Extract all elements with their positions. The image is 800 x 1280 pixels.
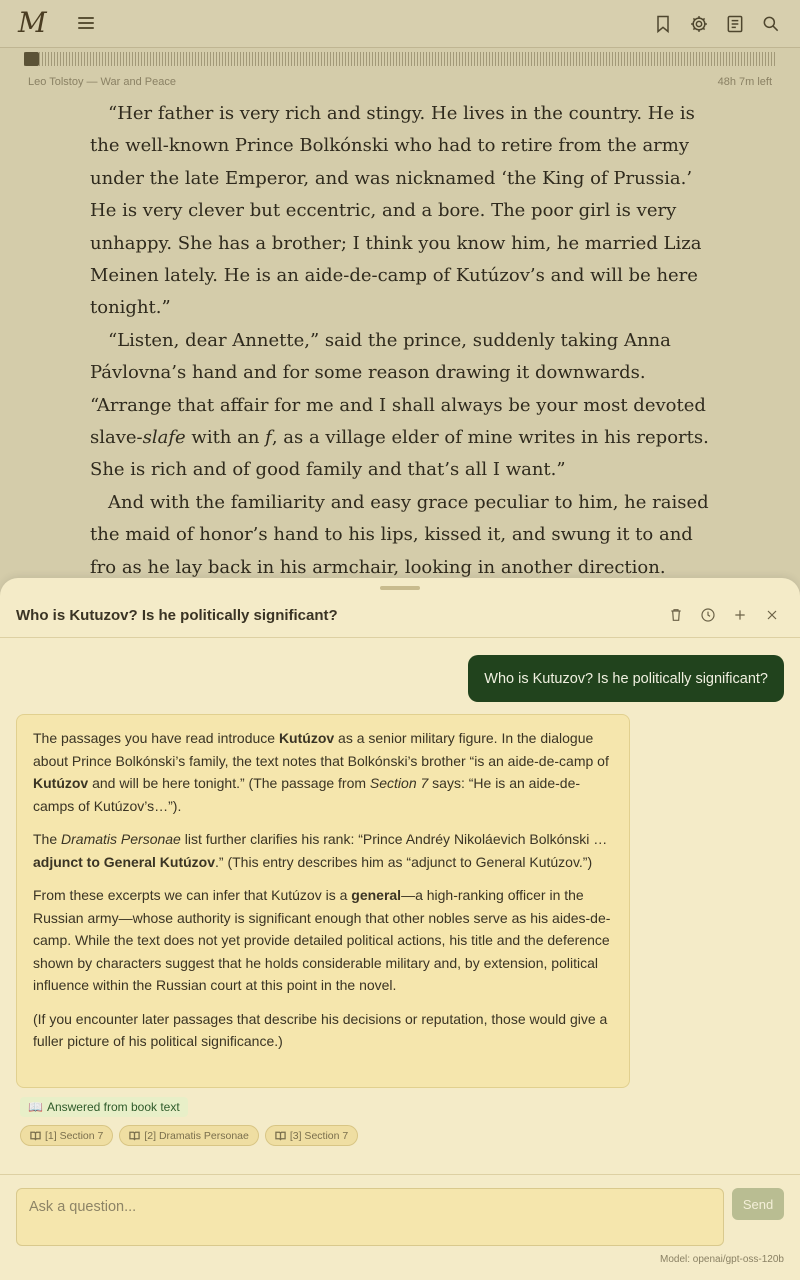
top-toolbar — [652, 12, 782, 36]
send-button[interactable]: Send — [732, 1188, 784, 1220]
progress-waveform — [24, 52, 776, 66]
source-badge — [20, 1097, 188, 1117]
chat-toolbar — [666, 605, 782, 625]
citation-chip[interactable]: [2] Dramatis Personae — [119, 1125, 258, 1146]
book-text — [90, 98, 710, 617]
search-icon[interactable] — [760, 12, 782, 36]
app-logo[interactable]: M — [18, 6, 47, 39]
top-bar — [0, 0, 800, 48]
book-label: Leo Tolstoy — War and Peace — [28, 76, 176, 88]
notes-icon[interactable] — [724, 12, 746, 36]
assistant-answer — [16, 714, 630, 1088]
book-icon — [30, 1130, 41, 1141]
gear-icon[interactable] — [688, 12, 710, 36]
history-icon[interactable] — [698, 605, 718, 625]
chat-title: Who is Kutuzov? Is he politically significant? — [16, 607, 338, 624]
paragraph: “Her father is very rich and stingy. He lives in the country. He is the well-known Prince Bolkónski who had to retire from the army under the late Emperor, and was nicknamed ‘the King of Prussia.’ He is very clever but eccentric, and a bore. The poor girl is very unhappy. She has a brother; I think you know him, he married Liza Meinen lately. He is an aide-de-camp of Kutúzov’s and will be here tonight.” — [90, 103, 702, 319]
question-input[interactable] — [16, 1188, 724, 1246]
citation-chip[interactable]: [3] Section 7 — [265, 1125, 358, 1146]
chat-header — [0, 598, 800, 638]
sheet-drag-handle[interactable] — [380, 586, 420, 590]
model-label: Model: openai/gpt-oss-120b — [660, 1254, 784, 1265]
progress-fill — [24, 52, 39, 66]
book-icon: 📖 — [28, 1100, 43, 1114]
answer-paragraph: The Dramatis Personae list further clarifies his rank: “Prince Andréy Nikoláevich Bolkónski … adjunct to General Kutúzov.” (This entry describes him as “adjunct to General Kutúzov.”) — [33, 831, 608, 870]
answer-paragraph: The passages you have read introduce Kutúzov as a senior military figure. In the dialogue about Prince Bolkónski’s family, the text notes that Bolkónski’s brother “is an aide-de-camp of Kutúzov and will be here tonight.” (The passage from Section 7 says: “He is an aide-de-camps of Kutúzov’s…”). — [33, 730, 609, 814]
paragraph: “Listen, dear Annette,” said the prince, suddenly taking Anna Pávlovna’s hand and for some reason drawing it downwards. “Arrange that affair for me and I shall always be your most devoted slave-slafe with an f, as a village elder of mine writes in his reports. She is rich and of good family and that’s all I want.” — [90, 329, 709, 481]
ai-chat-sheet — [0, 578, 800, 1280]
time-left: 48h 7m left — [717, 76, 772, 88]
reading-progress-bar[interactable] — [24, 52, 776, 66]
menu-icon[interactable] — [78, 14, 100, 34]
answer-paragraph: From these excerpts we can infer that Kutúzov is a general—a high-ranking officer in the Russian army—whose authority is significant enough that other nobles serve as his aides-de-camp. While the text does not yet provide detailed political actions, his title and the deference shown by characters suggest that he holds considerable military and, by extension, political influence within the Russian court at this point in the novel. — [33, 887, 611, 993]
trash-icon[interactable] — [666, 605, 686, 625]
book-icon — [129, 1130, 140, 1141]
paragraph: And with the familiarity and easy grace peculiar to him, he raised the maid of honor’s hand to his lips, kissed it, and swung it to and fro as he lay back in his armchair, looking in another direction. — [90, 491, 709, 578]
citation-list — [20, 1125, 358, 1146]
source-badge-label: Answered from book text — [46, 1100, 180, 1114]
divider — [0, 1174, 800, 1175]
user-message: Who is Kutuzov? Is he politically significant? — [468, 655, 784, 702]
answer-paragraph: (If you encounter later passages that describe his decisions or reputation, those would give a fuller picture of his political significance.) — [33, 1010, 608, 1049]
book-icon — [275, 1130, 286, 1141]
plus-icon[interactable] — [730, 605, 750, 625]
bookmark-icon[interactable] — [652, 12, 674, 36]
citation-chip[interactable]: [1] Section 7 — [20, 1125, 113, 1146]
close-icon[interactable] — [762, 605, 782, 625]
